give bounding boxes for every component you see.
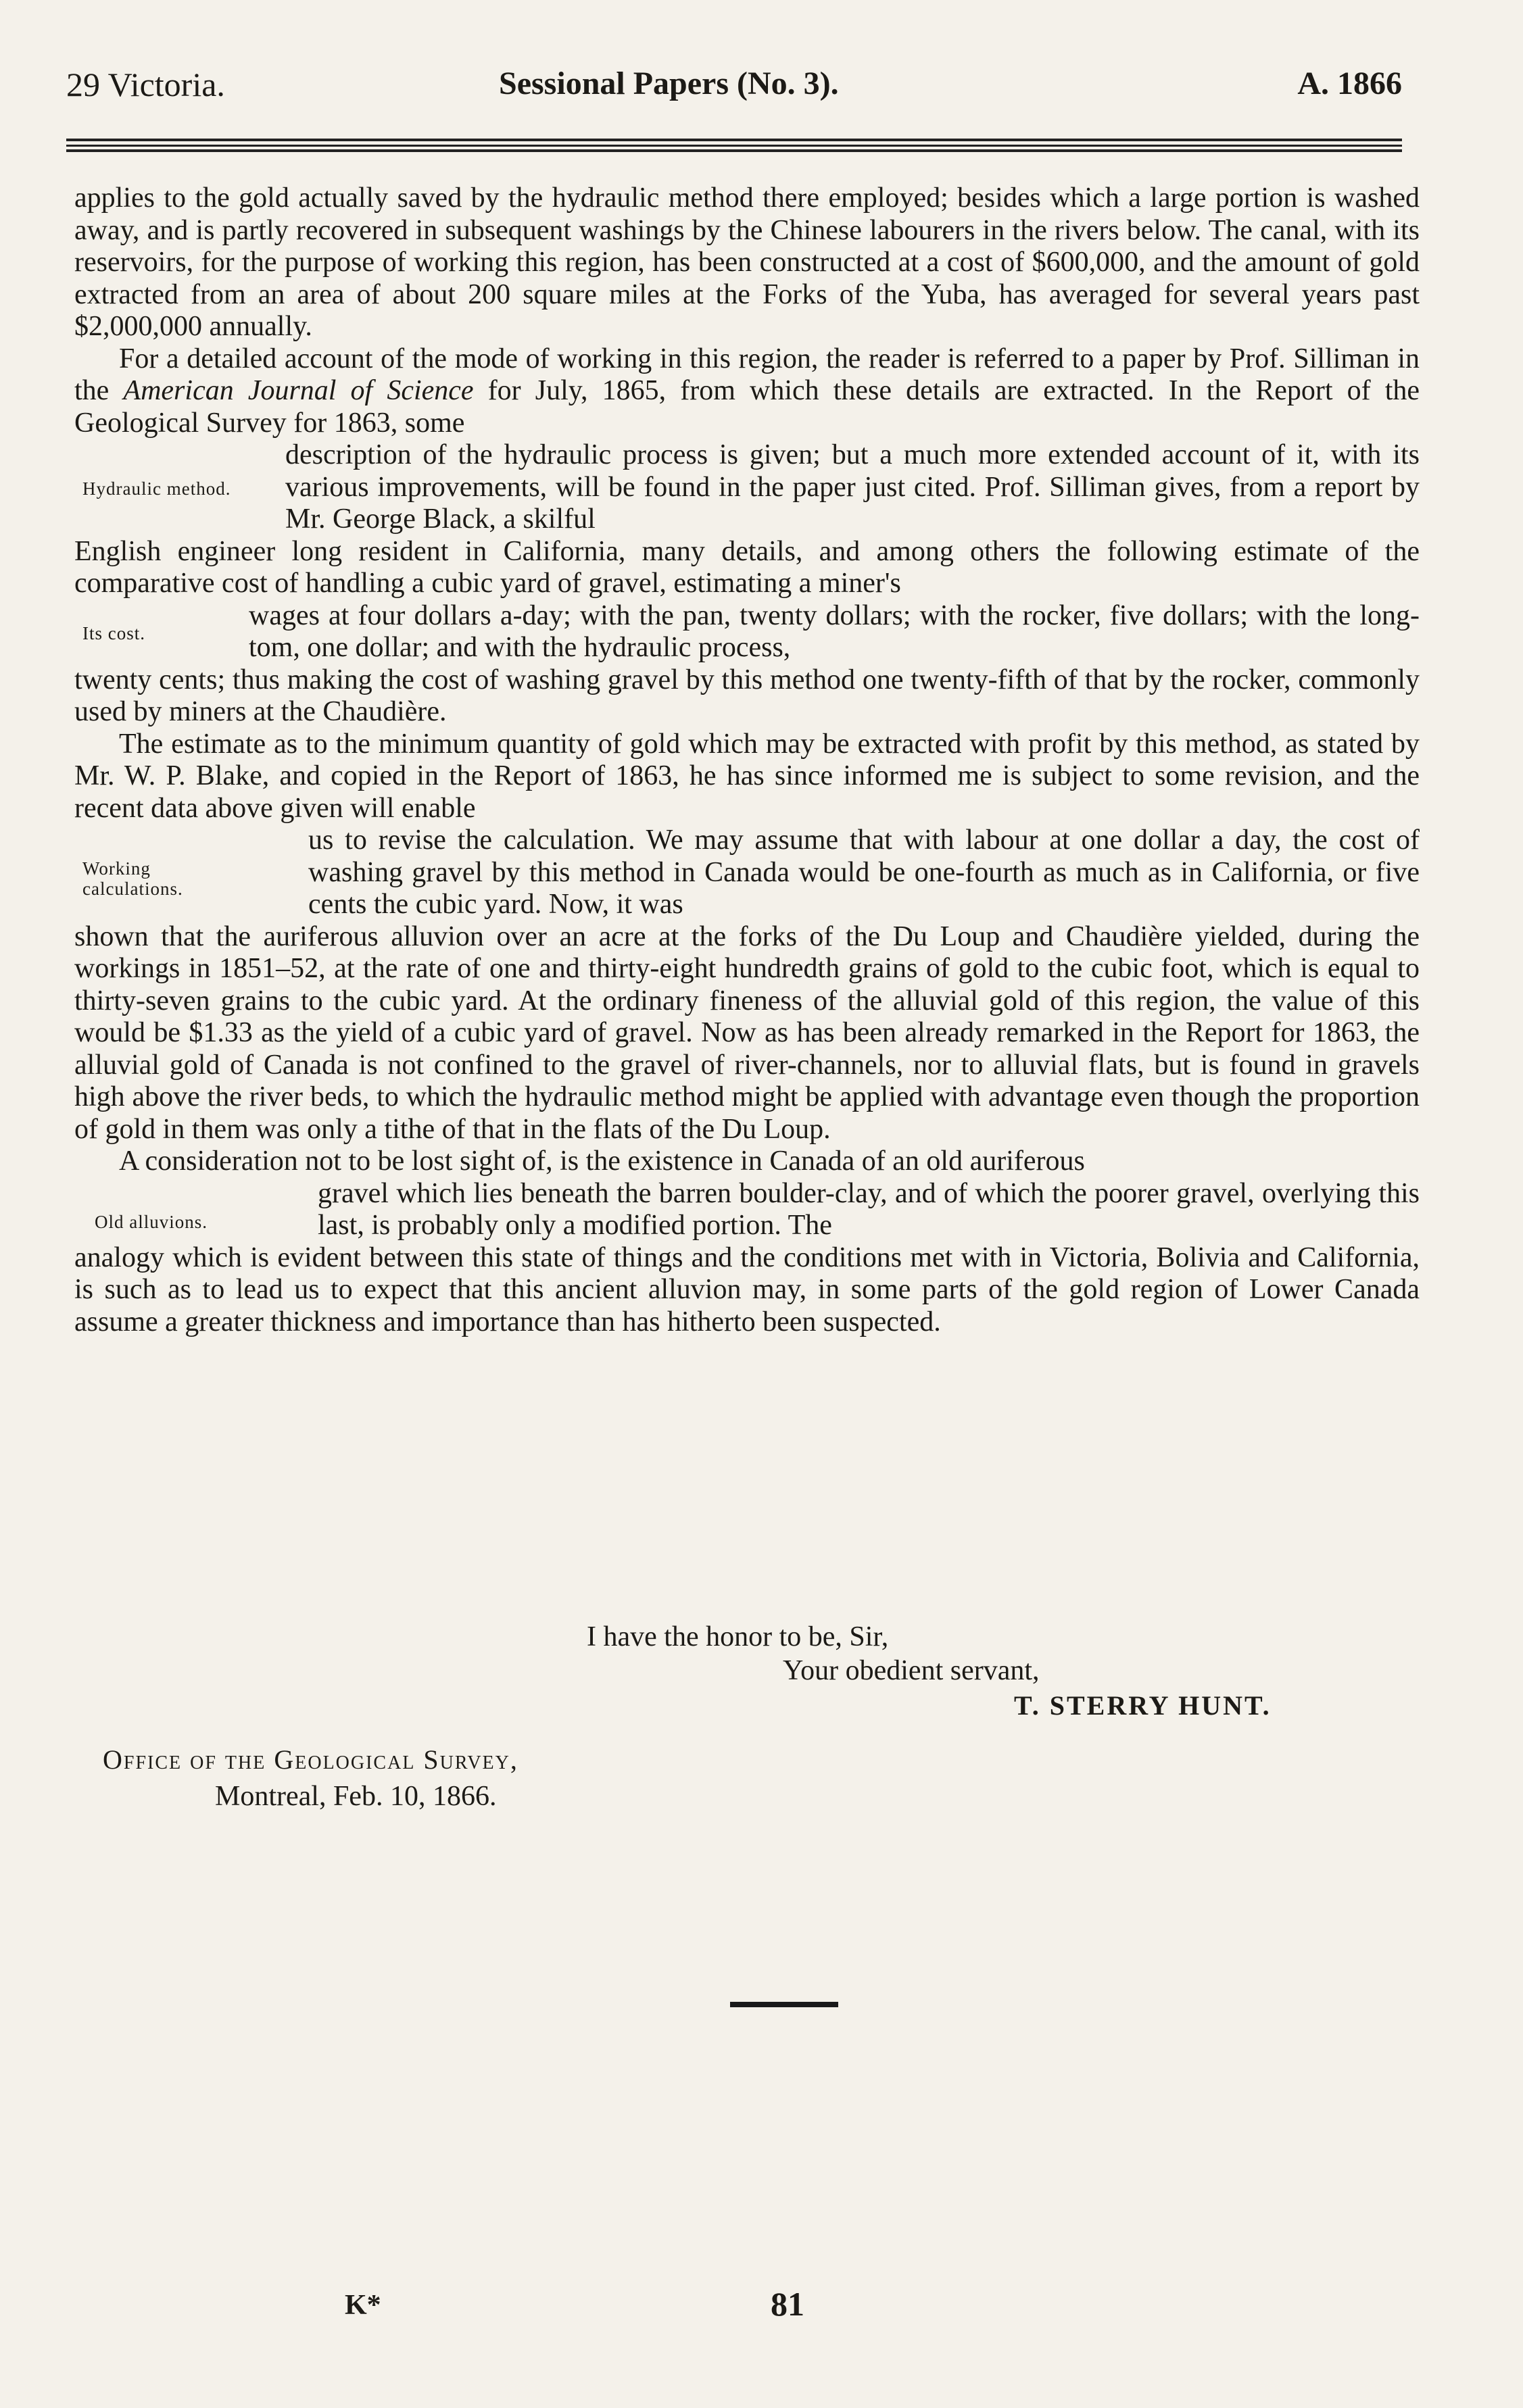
working-block xyxy=(74,825,1420,921)
paragraph-4-text-c: analogy which is evident between this state of things and the conditions met with in Victoria, Bolivia and California, is such as to lead us to expect that this ancient alluvion may, in some parts of the gold region of Lower Canada assume a greater thickness and importance than has hitherto been suspected. xyxy=(74,1242,1420,1337)
paragraph-4-text-b: gravel which lies beneath the barren boulder-clay, and of which the poorer gravel, overlying this last, is probably only a modified portion. The xyxy=(318,1177,1420,1241)
closing-honor: I have the honor to be, Sir, xyxy=(587,1621,889,1652)
paragraph-2-text-f: twenty cents; thus making the cost of washing gravel by this method one twenty-fifth of that by the rocker, commonly used by miners at the Chaudière. xyxy=(74,664,1420,727)
section-divider xyxy=(730,2002,838,2007)
signature: T. STERRY HUNT. xyxy=(1014,1690,1272,1721)
margin-note-old: Old alluvions. xyxy=(95,1211,208,1232)
paragraph-2-text-b: for July, 1865, from which these details are extracted. In the Report of the Geological Survey for 1863, some xyxy=(74,375,1420,439)
place-date: Montreal, Feb. 10, 1866. xyxy=(215,1781,497,1812)
paragraph-3-text-a: The estimate as to the minimum quantity of gold which may be extracted with profit by this method, as stated by Mr. W. P. Blake, and copied in the Report of 1863, he has since informed me is subject to some revision, and the recent data above given will enable xyxy=(74,728,1420,824)
hydraulic-block xyxy=(74,439,1420,536)
paragraph-3-text-c: shown that the auriferous alluvion over an acre at the forks of the Du Loup and Chaudière yielded, during the workings in 1851–52, at the rate of one and thirty-eight hundredth grains of gold to the cubic foot, which is equal to thirty-seven grains to the cubic yard. At the ordinary fineness of the alluvial gold of this region, the value of this would be $1.33 as the yield of a cubic yard of gravel. Now as has been already remarked in the Report for 1863, the alluvial gold of Canada is not confined to the gravel of river-channels, nor to alluvial flats, but is found in gravels high above the river beds, to which the hydraulic method might be applied with advantage even though the proportion of gold in them was only a tithe of that in the flats of the Du Loup. xyxy=(74,920,1420,1145)
journal-title: American Journal of Science xyxy=(123,375,474,406)
margin-note-working: Working calculations. xyxy=(82,858,183,899)
cost-block xyxy=(74,600,1420,664)
paragraph-2-text-e: wages at four dollars a-day; with the pan, twenty dollars; with the rocker, five dollars; with the long-tom, one dollar; and with the hydraulic process, xyxy=(249,599,1420,663)
body-text xyxy=(74,182,1420,1338)
paragraph-2-text-c: description of the hydraulic process is given; but a much more extended account of it, with its various improvements, will be found in the paper just cited. Prof. Silliman gives, from a report by Mr. George Black, a skilful xyxy=(285,439,1420,535)
header-rule xyxy=(66,139,1402,155)
signature-mark: K* xyxy=(345,2290,381,2321)
header-session: 29 Victoria. xyxy=(66,66,225,103)
old-alluvions-block xyxy=(74,1178,1420,1242)
paragraph-2-start xyxy=(74,343,1420,440)
header-title: Sessional Papers (No. 3). xyxy=(499,66,839,101)
margin-note-hydraulic: Hydraulic method. xyxy=(82,478,231,499)
paragraph-1: applies to the gold actually saved by the hydraulic method there employed; besides which a large portion is washed away, and is partly recovered in subsequent washings by the Chinese labourers in the rivers below. The canal, with its reservoirs, for the purpose of working this region, has been constructed at a cost of $600,000, and the amount of gold extracted from an area of about 200 square miles at the Forks of the Yuba, has averaged for several years past $2,000,000 annually. xyxy=(74,182,1420,342)
paragraph-2-text-d: English engineer long resident in California, many details, and among others the following estimate of the comparative cost of handling a cubic yard of gravel, estimating a miner's xyxy=(74,535,1420,599)
running-header xyxy=(66,65,1402,112)
paragraph-2-text-a: For a detailed account of the mode of working in this region, the reader is referred to a paper by Prof. Silliman in the xyxy=(74,343,1420,406)
office-line: Office of the Geological Survey, xyxy=(103,1744,518,1775)
paragraph-4-text-a: A consideration not to be lost sight of, is the existence in Canada of an old auriferous xyxy=(119,1146,1085,1177)
page-number: 81 xyxy=(771,2285,804,2323)
paragraph-3-text-b: us to revise the calculation. We may assume that with labour at one dollar a day, the cost of washing gravel by this method in Canada would be one-fourth as much as in California, or five cents the cubic yard. Now, it was xyxy=(308,825,1420,920)
header-year: A. 1866 xyxy=(1297,66,1402,101)
margin-note-cost: Its cost. xyxy=(82,622,145,643)
closing-servant: Your obedient servant, xyxy=(783,1655,1040,1686)
